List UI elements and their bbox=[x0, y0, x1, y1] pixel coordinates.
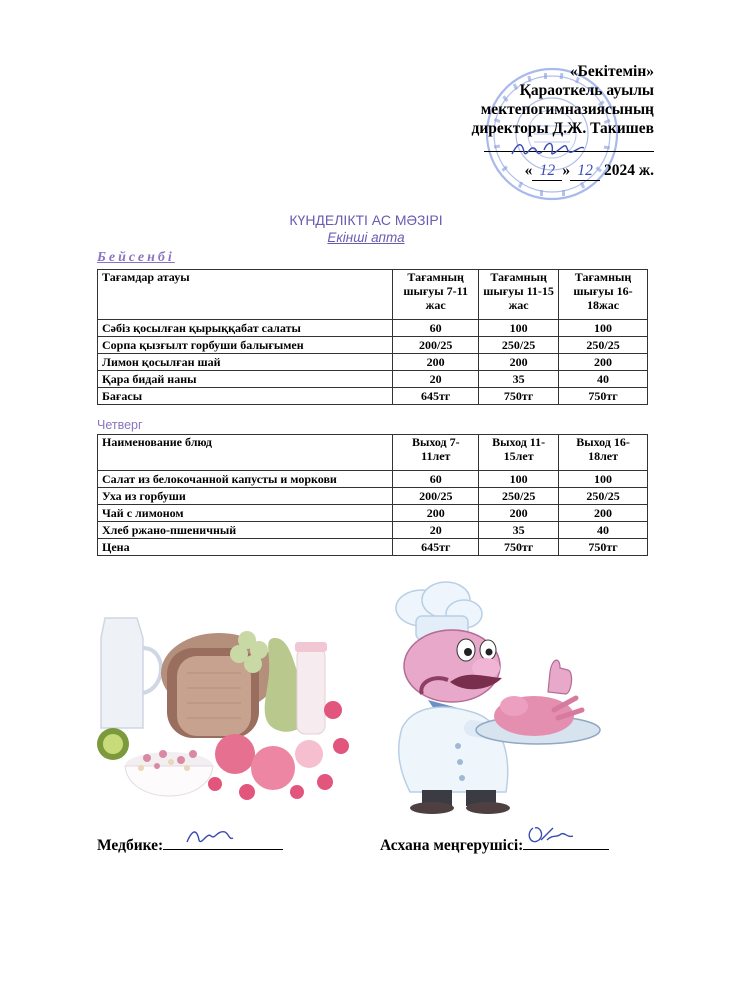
header-dish: Тағамдар атауы bbox=[98, 270, 393, 320]
nurse-label: Медбике: bbox=[97, 837, 164, 854]
header-age-11-15: Выход 11-15лет bbox=[479, 435, 559, 471]
price-16-18: 750тг bbox=[559, 539, 648, 556]
price-11-15: 750тг bbox=[479, 539, 559, 556]
header-age-11-15: Тағамның шығуы 11-15 жас bbox=[479, 270, 559, 320]
table-row bbox=[98, 505, 648, 522]
director-signature bbox=[508, 138, 588, 160]
portion-16-18: 40 bbox=[559, 371, 648, 388]
approval-date: « 12 » 12 2024 ж. bbox=[524, 162, 654, 179]
chef-illustration bbox=[362, 578, 634, 814]
portion-16-18: 250/25 bbox=[559, 337, 648, 354]
canteen-manager-signature bbox=[527, 824, 577, 848]
header-age-7-11: Выход 7-11лет bbox=[393, 435, 479, 471]
portion-16-18: 200 bbox=[559, 354, 648, 371]
table-row bbox=[98, 488, 648, 505]
portion-7-11: 60 bbox=[393, 471, 479, 488]
menu-week: Екінші апта bbox=[327, 230, 405, 245]
portion-16-18: 100 bbox=[559, 320, 648, 337]
header-age-16-18: Выход 16-18лет bbox=[559, 435, 648, 471]
date-day: 12 bbox=[532, 161, 562, 181]
portion-7-11: 20 bbox=[393, 371, 479, 388]
portion-16-18: 40 bbox=[559, 522, 648, 539]
approval-director: директоры Д.Ж. Такишев bbox=[471, 120, 654, 137]
portion-7-11: 60 bbox=[393, 320, 479, 337]
portion-11-15: 250/25 bbox=[479, 488, 559, 505]
table-row bbox=[98, 337, 648, 354]
dish-name: Салат из белокочанной капусты и моркови bbox=[98, 471, 393, 488]
price-7-11: 645тг bbox=[393, 388, 479, 405]
dish-name: Уха из горбуши bbox=[98, 488, 393, 505]
nurse-signature-line bbox=[163, 836, 283, 850]
canteen-manager-signature-block bbox=[380, 836, 609, 855]
portion-7-11: 200 bbox=[393, 505, 479, 522]
price-label: Бағасы bbox=[98, 388, 393, 405]
approval-school: мектепогимназиясының bbox=[480, 101, 654, 118]
portion-11-15: 35 bbox=[479, 371, 559, 388]
portion-16-18: 100 bbox=[559, 471, 648, 488]
table-row bbox=[98, 471, 648, 488]
approval-block bbox=[394, 62, 654, 181]
food-illustration bbox=[97, 578, 357, 808]
portion-11-15: 100 bbox=[479, 471, 559, 488]
portion-7-11: 20 bbox=[393, 522, 479, 539]
table-row bbox=[98, 522, 648, 539]
day-label-ru: Четверг bbox=[97, 418, 143, 432]
day-label-kz: Бейсенбі bbox=[97, 250, 175, 265]
portion-11-15: 35 bbox=[479, 522, 559, 539]
dish-name: Лимон қосылған шай bbox=[98, 354, 393, 371]
portion-7-11: 200/25 bbox=[393, 337, 479, 354]
table-row-price bbox=[98, 388, 648, 405]
table-row-price bbox=[98, 539, 648, 556]
portion-11-15: 100 bbox=[479, 320, 559, 337]
portion-7-11: 200/25 bbox=[393, 488, 479, 505]
dish-name: Сорпа қызғылт горбуши балығымен bbox=[98, 337, 393, 354]
date-month: 12 bbox=[570, 161, 600, 181]
table-header-row bbox=[98, 435, 648, 471]
price-7-11: 645тг bbox=[393, 539, 479, 556]
portion-16-18: 250/25 bbox=[559, 488, 648, 505]
dish-name: Қара бидай наны bbox=[98, 371, 393, 388]
dish-name: Хлеб ржано-пшеничный bbox=[98, 522, 393, 539]
canteen-manager-signature-line bbox=[523, 836, 609, 850]
table-header-row bbox=[98, 270, 648, 320]
menu-table-ru bbox=[97, 434, 648, 556]
header-age-7-11: Тағамның шығуы 7-11 жас bbox=[393, 270, 479, 320]
price-16-18: 750тг bbox=[559, 388, 648, 405]
nurse-signature bbox=[185, 826, 235, 848]
canteen-manager-label: Асхана меңгерушісі: bbox=[380, 837, 524, 854]
nurse-signature-block bbox=[97, 836, 283, 855]
dish-name: Сәбіз қосылған қырыққабат салаты bbox=[98, 320, 393, 337]
approval-title: «Бекітемін» bbox=[569, 63, 654, 80]
header-dish: Наименование блюд bbox=[98, 435, 393, 471]
menu-table-kz bbox=[97, 269, 648, 405]
header-age-16-18: Тағамның шығуы 16-18жас bbox=[559, 270, 648, 320]
date-year: 2024 ж. bbox=[604, 162, 654, 179]
portion-11-15: 250/25 bbox=[479, 337, 559, 354]
table-row bbox=[98, 371, 648, 388]
table-row bbox=[98, 320, 648, 337]
dish-name: Чай с лимоном bbox=[98, 505, 393, 522]
approval-village: Қараоткель ауылы bbox=[519, 82, 654, 99]
table-row bbox=[98, 354, 648, 371]
price-11-15: 750тг bbox=[479, 388, 559, 405]
portion-7-11: 200 bbox=[393, 354, 479, 371]
portion-16-18: 200 bbox=[559, 505, 648, 522]
portion-11-15: 200 bbox=[479, 354, 559, 371]
portion-11-15: 200 bbox=[479, 505, 559, 522]
menu-title: КҮНДЕЛІКТІ АС МӘЗІРІ bbox=[289, 212, 443, 228]
price-label: Цена bbox=[98, 539, 393, 556]
